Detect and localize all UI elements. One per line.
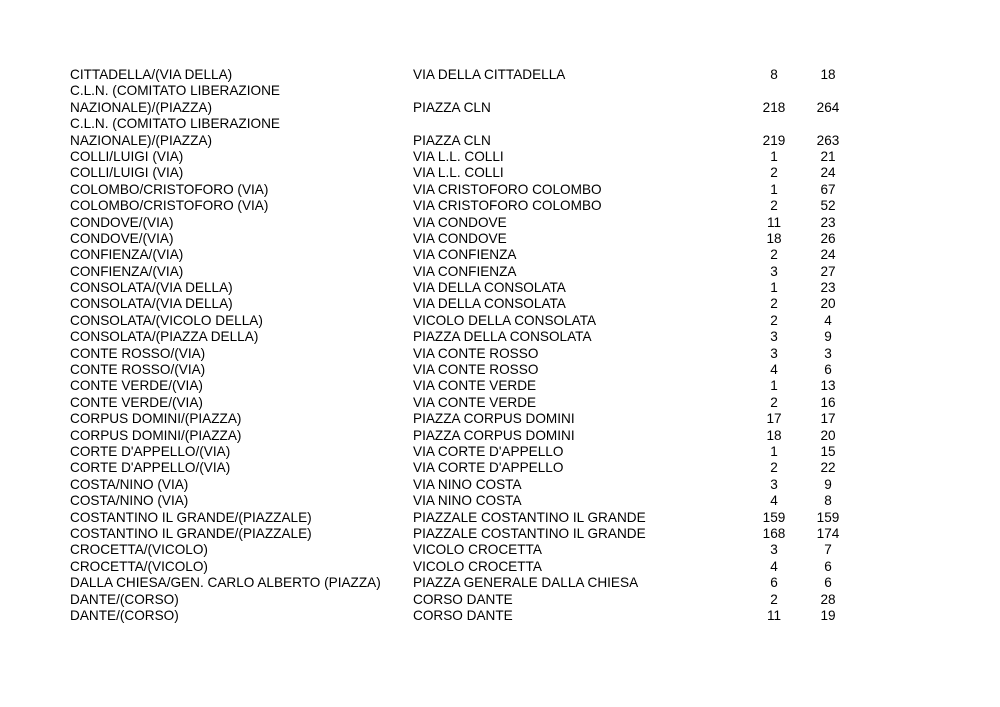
street-name-cell: VIA CORTE D'APPELLO bbox=[413, 460, 564, 476]
old-name-cell: CONTE ROSSO/(VIA) bbox=[70, 362, 206, 378]
from-number-cell: 218 bbox=[762, 99, 786, 115]
to-number-cell: 6 bbox=[824, 362, 832, 378]
street-name-cell: VIA DELLA CONSOLATA bbox=[413, 296, 566, 312]
table-row bbox=[70, 165, 851, 181]
street-table bbox=[70, 67, 851, 624]
table-row bbox=[70, 296, 851, 312]
to-number-cell: 9 bbox=[824, 329, 832, 345]
from-number-cell: 1 bbox=[770, 280, 778, 296]
table-row bbox=[70, 329, 851, 345]
to-number-cell: 13 bbox=[820, 378, 836, 394]
street-name-cell: PIAZZA DELLA CONSOLATA bbox=[413, 329, 592, 345]
old-name-cell: COSTANTINO IL GRANDE/(PIAZZALE) bbox=[70, 509, 312, 525]
to-number-cell: 21 bbox=[820, 148, 836, 164]
to-number-cell: 19 bbox=[820, 607, 836, 623]
from-number-cell: 2 bbox=[770, 394, 778, 410]
street-name-cell: VIA NINO COSTA bbox=[413, 493, 522, 509]
street-name-cell: PIAZZALE COSTANTINO IL GRANDE bbox=[413, 509, 646, 525]
old-name-cell: CONDOVE/(VIA) bbox=[70, 230, 174, 246]
to-number-cell: 67 bbox=[820, 181, 836, 197]
old-name-cell: COLOMBO/CRISTOFORO (VIA) bbox=[70, 198, 269, 214]
from-number-cell: 1 bbox=[770, 443, 778, 459]
old-name-cell: COSTA/NINO (VIA) bbox=[70, 476, 189, 492]
old-name-cell: CONFIENZA/(VIA) bbox=[70, 263, 184, 279]
street-name-cell: VIA CRISTOFORO COLOMBO bbox=[413, 181, 602, 197]
table-row bbox=[70, 559, 851, 575]
from-number-cell: 8 bbox=[770, 67, 778, 82]
from-number-cell: 3 bbox=[770, 329, 778, 345]
street-name-cell: PIAZZA CORPUS DOMINI bbox=[413, 411, 575, 427]
table-row bbox=[70, 313, 851, 329]
from-number-cell: 219 bbox=[762, 132, 786, 148]
from-number-cell: 3 bbox=[770, 345, 778, 361]
table-row bbox=[70, 493, 851, 509]
to-number-cell: 8 bbox=[824, 493, 832, 509]
table-row bbox=[70, 116, 851, 149]
from-number-cell: 2 bbox=[770, 247, 778, 263]
street-name-cell: PIAZZALE COSTANTINO IL GRANDE bbox=[413, 525, 646, 541]
table-row bbox=[70, 215, 851, 231]
old-name-cell: CONTE VERDE/(VIA) bbox=[70, 394, 203, 410]
street-name-cell: VIA CONFIENZA bbox=[413, 263, 517, 279]
to-number-cell: 27 bbox=[820, 263, 836, 279]
old-name-cell: C.L.N. (COMITATO LIBERAZIONE NAZIONALE)/(PIAZZA) bbox=[70, 116, 280, 148]
street-name-cell: VIA CONDOVE bbox=[413, 230, 507, 246]
from-number-cell: 17 bbox=[766, 411, 782, 427]
street-name-cell: CORSO DANTE bbox=[413, 591, 513, 607]
street-name-cell: VIA CRISTOFORO COLOMBO bbox=[413, 198, 602, 214]
to-number-cell: 6 bbox=[824, 558, 832, 574]
old-name-cell: COSTA/NINO (VIA) bbox=[70, 493, 189, 509]
street-name-cell: VIA DELLA CONSOLATA bbox=[413, 280, 566, 296]
table-row bbox=[70, 378, 851, 394]
old-name-cell: CORTE D'APPELLO/(VIA) bbox=[70, 443, 231, 459]
from-number-cell: 3 bbox=[770, 263, 778, 279]
street-name-cell: VIA CONFIENZA bbox=[413, 247, 517, 263]
table-row bbox=[70, 149, 851, 165]
to-number-cell: 24 bbox=[820, 165, 836, 181]
old-name-cell: CONTE VERDE/(VIA) bbox=[70, 378, 203, 394]
to-number-cell: 6 bbox=[824, 575, 832, 591]
table-row bbox=[70, 411, 851, 427]
to-number-cell: 263 bbox=[816, 132, 840, 148]
from-number-cell: 3 bbox=[770, 542, 778, 558]
to-number-cell: 26 bbox=[820, 230, 836, 246]
street-name-cell: PIAZZA CLN bbox=[413, 132, 491, 148]
from-number-cell: 2 bbox=[770, 591, 778, 607]
table-row bbox=[70, 526, 851, 542]
street-name-cell: VIA CORTE D'APPELLO bbox=[413, 443, 564, 459]
to-number-cell: 4 bbox=[824, 312, 832, 328]
street-name-cell: VIA NINO COSTA bbox=[413, 476, 522, 492]
old-name-cell: DANTE/(CORSO) bbox=[70, 591, 179, 607]
old-name-cell: CORPUS DOMINI/(PIAZZA) bbox=[70, 427, 242, 443]
street-name-cell: VIA CONTE ROSSO bbox=[413, 345, 539, 361]
table-row bbox=[70, 182, 851, 198]
street-name-cell: PIAZZA GENERALE DALLA CHIESA bbox=[413, 575, 639, 591]
from-number-cell: 4 bbox=[770, 493, 778, 509]
table-row bbox=[70, 395, 851, 411]
from-number-cell: 2 bbox=[770, 296, 778, 312]
old-name-cell: CONSOLATA/(VIA DELLA) bbox=[70, 280, 233, 296]
table-row bbox=[70, 542, 851, 558]
street-name-cell: VICOLO DELLA CONSOLATA bbox=[413, 312, 597, 328]
from-number-cell: 4 bbox=[770, 558, 778, 574]
from-number-cell: 6 bbox=[770, 575, 778, 591]
to-number-cell: 174 bbox=[816, 525, 840, 541]
old-name-cell: C.L.N. (COMITATO LIBERAZIONE NAZIONALE)/(PIAZZA) bbox=[70, 83, 280, 115]
to-number-cell: 264 bbox=[816, 99, 840, 115]
old-name-cell: CONDOVE/(VIA) bbox=[70, 214, 174, 230]
from-number-cell: 11 bbox=[766, 214, 782, 230]
from-number-cell: 18 bbox=[766, 427, 782, 443]
to-number-cell: 17 bbox=[820, 411, 836, 427]
old-name-cell: CORPUS DOMINI/(PIAZZA) bbox=[70, 411, 242, 427]
old-name-cell: CITTADELLA/(VIA DELLA) bbox=[70, 67, 233, 82]
from-number-cell: 1 bbox=[770, 378, 778, 394]
old-name-cell: DALLA CHIESA/GEN. CARLO ALBERTO (PIAZZA) bbox=[70, 575, 381, 591]
old-name-cell: CORTE D'APPELLO/(VIA) bbox=[70, 460, 231, 476]
table-row bbox=[70, 264, 851, 280]
old-name-cell: DANTE/(CORSO) bbox=[70, 607, 179, 623]
table-row bbox=[70, 83, 851, 116]
old-name-cell: CONSOLATA/(PIAZZA DELLA) bbox=[70, 329, 259, 345]
to-number-cell: 18 bbox=[820, 67, 836, 82]
to-number-cell: 23 bbox=[820, 280, 836, 296]
street-name-cell: VIA DELLA CITTADELLA bbox=[413, 67, 566, 82]
from-number-cell: 168 bbox=[762, 525, 786, 541]
table-row bbox=[70, 67, 851, 83]
old-name-cell: CONTE ROSSO/(VIA) bbox=[70, 345, 206, 361]
old-name-cell: CONSOLATA/(VICOLO DELLA) bbox=[70, 312, 263, 328]
table-row bbox=[70, 477, 851, 493]
to-number-cell: 28 bbox=[820, 591, 836, 607]
old-name-cell: CROCETTA/(VICOLO) bbox=[70, 542, 208, 558]
to-number-cell: 24 bbox=[820, 247, 836, 263]
to-number-cell: 7 bbox=[824, 542, 832, 558]
from-number-cell: 1 bbox=[770, 148, 778, 164]
table-row bbox=[70, 247, 851, 263]
to-number-cell: 20 bbox=[820, 296, 836, 312]
table-row bbox=[70, 460, 851, 476]
from-number-cell: 1 bbox=[770, 181, 778, 197]
to-number-cell: 22 bbox=[820, 460, 836, 476]
table-row bbox=[70, 198, 851, 214]
old-name-cell: COLLI/LUIGI (VIA) bbox=[70, 165, 184, 181]
table-row bbox=[70, 592, 851, 608]
to-number-cell: 9 bbox=[824, 476, 832, 492]
old-name-cell: COLOMBO/CRISTOFORO (VIA) bbox=[70, 181, 269, 197]
table-row bbox=[70, 608, 851, 624]
street-name-cell: VIA CONDOVE bbox=[413, 214, 507, 230]
street-name-cell: CORSO DANTE bbox=[413, 607, 513, 623]
to-number-cell: 20 bbox=[820, 427, 836, 443]
table-row bbox=[70, 346, 851, 362]
from-number-cell: 159 bbox=[762, 509, 786, 525]
table-row bbox=[70, 362, 851, 378]
from-number-cell: 2 bbox=[770, 165, 778, 181]
from-number-cell: 2 bbox=[770, 198, 778, 214]
street-name-cell: VICOLO CROCETTA bbox=[413, 558, 542, 574]
old-name-cell: CROCETTA/(VICOLO) bbox=[70, 558, 208, 574]
to-number-cell: 16 bbox=[820, 394, 836, 410]
from-number-cell: 2 bbox=[770, 460, 778, 476]
street-name-cell: VIA L.L. COLLI bbox=[413, 148, 504, 164]
street-name-cell: VIA L.L. COLLI bbox=[413, 165, 504, 181]
table-row bbox=[70, 231, 851, 247]
street-name-cell: PIAZZA CORPUS DOMINI bbox=[413, 427, 575, 443]
table-row bbox=[70, 428, 851, 444]
from-number-cell: 4 bbox=[770, 362, 778, 378]
old-name-cell: COSTANTINO IL GRANDE/(PIAZZALE) bbox=[70, 525, 312, 541]
street-name-cell: PIAZZA CLN bbox=[413, 99, 491, 115]
to-number-cell: 23 bbox=[820, 214, 836, 230]
table-row bbox=[70, 575, 851, 591]
table-row bbox=[70, 280, 851, 296]
old-name-cell: COLLI/LUIGI (VIA) bbox=[70, 148, 184, 164]
from-number-cell: 11 bbox=[766, 607, 782, 623]
to-number-cell: 52 bbox=[820, 198, 836, 214]
to-number-cell: 159 bbox=[816, 509, 840, 525]
table-row bbox=[70, 510, 851, 526]
street-name-cell: VICOLO CROCETTA bbox=[413, 542, 542, 558]
street-name-cell: VIA CONTE ROSSO bbox=[413, 362, 539, 378]
old-name-cell: CONSOLATA/(VIA DELLA) bbox=[70, 296, 233, 312]
street-name-cell: VIA CONTE VERDE bbox=[413, 378, 537, 394]
street-name-cell: VIA CONTE VERDE bbox=[413, 394, 537, 410]
from-number-cell: 2 bbox=[770, 312, 778, 328]
from-number-cell: 3 bbox=[770, 476, 778, 492]
to-number-cell: 15 bbox=[820, 443, 836, 459]
to-number-cell: 3 bbox=[824, 345, 832, 361]
old-name-cell: CONFIENZA/(VIA) bbox=[70, 247, 184, 263]
from-number-cell: 18 bbox=[766, 230, 782, 246]
table-row bbox=[70, 444, 851, 460]
